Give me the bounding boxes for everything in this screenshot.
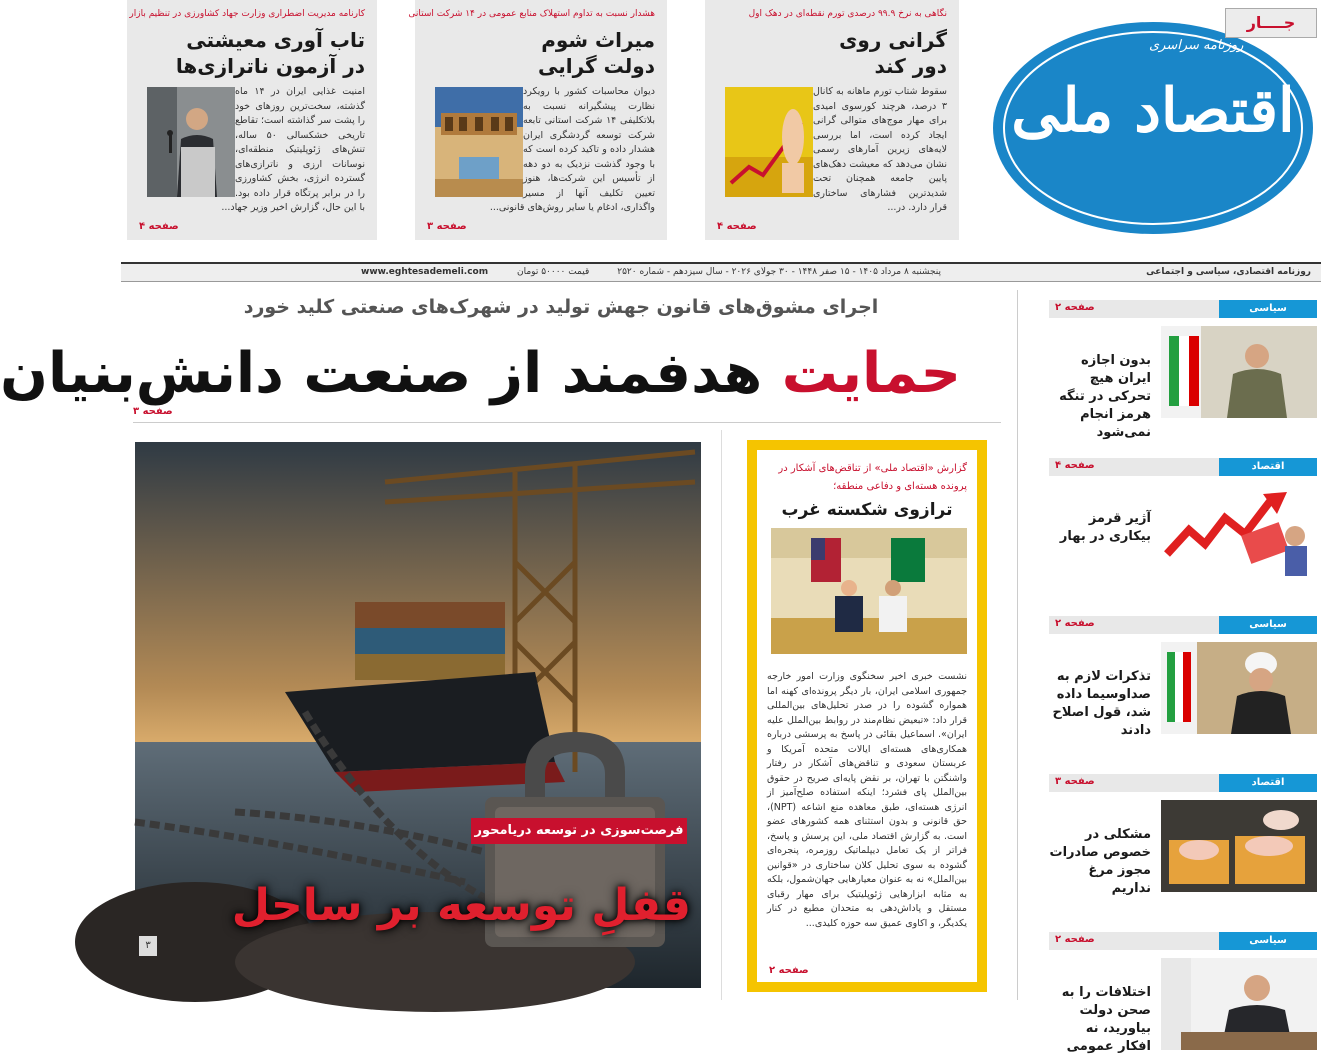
section-page-ref[interactable]: صفحه ۴ <box>1055 460 1095 471</box>
sidebar-photo-cleric <box>1161 642 1317 734</box>
boxed-page-ref[interactable]: صفحه ۲ <box>769 965 809 976</box>
sidebar-item[interactable] <box>1049 484 1317 586</box>
sidebar-item-title: بدون اجازه ایران هیچ تحرکی در تنگه هرمز انجام نمی‌شود <box>1059 353 1151 440</box>
teaser-title-line: در آزمون ناترازی‌ها <box>175 54 365 78</box>
sidebar-item-title: آژیر قرمز بیکاری در بهار <box>1059 511 1151 544</box>
sidebar-section-bar <box>1049 300 1317 318</box>
section-tag[interactable]: اقتصاد <box>1219 458 1317 476</box>
sidebar-item-title: اختلافات را به صحن دولت بیاورید، نه افکار عمومی <box>1061 985 1151 1054</box>
sidebar-item[interactable] <box>1049 958 1317 1060</box>
sidebar <box>1049 300 1317 1060</box>
sidebar-item[interactable] <box>1049 326 1317 440</box>
headline-page-ref[interactable]: صفحه ۳ <box>133 406 173 417</box>
teaser-kicker: نگاهی به نرخ ۹۹.۹ درصدی تورم نقطه‌ای در دهک اول <box>748 9 947 19</box>
teaser-body <box>717 85 947 216</box>
teaser-title <box>427 27 655 79</box>
masthead-name: اقتصاد ملی <box>1011 76 1295 146</box>
teaser-page-ref[interactable]: صفحه ۴ <box>139 221 179 232</box>
sidebar-section-bar <box>1049 932 1317 950</box>
boxed-story[interactable] <box>747 440 987 992</box>
boxed-body: نشست خبری اخیر سخنگوی وزارت امور خارجه جمهوری اسلامی ایران، بار دیگر پرونده‌ای کهنه اما همواره گشوده را در صدر تحلیل‌های بین‌المللی قرار داد: «تبعیض نظام‌مند در روابط بین‌الملل علیه ایران». اسماعیل بقائی در پاسخ به پرسشی درباره همکاری‌های هسته‌ای ایالات متحده آمریکا و عربستان سعودی و تناقض‌های آشکار در رفتار واشنگتن با تهران، بر نقض پایه‌ای صریح در حقوق بین‌الملل پای فشرد؛ اینکه استفاده صلح‌آمیز از انرژی هسته‌ای، طبق معاهده منع اشاعه (NPT)، حق قانونی و بدون استثنای همه کشورهای عضو است. به گزارش اقتصاد ملی، این پرسش و پاسخ، فراتر از یک تعامل دیپلماتیک روزمره، پنجره‌ای گشوده به سوی تحلیل کلان ساختاری در «قوانین بین‌الملل» نه به عنوان معیارهایی جهان‌شمول، بلکه به مثابه ابزارهایی ژئوپلیتیک برای مهار رقبای مستقل و پاداش‌دهی به متحدان مطیع در کنار یکدیگر، و اکاوی عمیق سه حوزه کلیدی... <box>767 671 967 929</box>
teaser-body-text: سقوط شتاب تورم ماهانه به کانال ۳ درصد، هرچند کورسوی امیدی برای مهار موج‌های متوالی گرانی ایجاد کرده است، اما بررسی لایه‌های زیرین آمارهای رسمی نشان می‌دهد که معیشت دهک‌های پایین جامعه همچنان تحت شدیدترین فشارهای ساختاری قرار دارد. در... <box>813 86 947 213</box>
sidebar-item-title: مشکلی در خصوص صادرات مجوز مرغ نداریم <box>1049 827 1151 896</box>
sidebar-section-bar <box>1049 774 1317 792</box>
sidebar-item[interactable] <box>1049 642 1317 744</box>
boxed-kicker-line: گزارش «اقتصاد ملی» از تناقض‌های آشکار در <box>778 463 967 474</box>
issue-date: پنجشنبه ۸ مرداد ۱۴۰۵ - ۱۵ صفر ۱۴۴۸ - ۳۰ جولای ۲۰۲۶ - سال سیزدهم - شماره ۲۵۲۰ <box>617 267 941 277</box>
teaser-title-line: دور کند <box>874 54 947 78</box>
teaser-title-line: گرانی روی <box>839 28 947 52</box>
headline-red-word: حمایت <box>781 341 961 406</box>
section-page-ref[interactable]: صفحه ۲ <box>1055 618 1095 629</box>
section-tag[interactable]: سیاسی <box>1219 300 1317 318</box>
sidebar-photo-official <box>1161 958 1317 1050</box>
teaser-photo-building <box>435 87 523 197</box>
sidebar-section-bar <box>1049 458 1317 476</box>
sidebar-photo-general <box>1161 326 1317 418</box>
issue-info-bar <box>121 262 1321 282</box>
sidebar-item[interactable] <box>1049 800 1317 902</box>
boxed-kicker-line: پرونده هسته‌ای و دفاعی منطقه؛ <box>833 481 967 492</box>
teaser-body <box>427 85 655 216</box>
teaser-page-ref[interactable]: صفحه ۳ <box>427 221 467 232</box>
paper-type: روزنامه اقتصادی، سیاسی و اجتماعی <box>1146 267 1311 277</box>
teaser-title-line: میراث شوم <box>541 28 655 52</box>
photo-page-badge: ۳ <box>139 936 157 956</box>
main-subheadline: اجرای مشوق‌های قانون جهش تولید در شهرک‌های صنعتی کلید خورد <box>243 296 879 318</box>
teaser-kicker: هشدار نسبت به تداوم استهلاک منابع عمومی در ۱۴ شرکت استانی <box>408 9 655 19</box>
section-page-ref[interactable]: صفحه ۲ <box>1055 934 1095 945</box>
teaser-title <box>139 27 365 79</box>
masthead-logo[interactable] <box>989 4 1317 244</box>
teaser-food-security[interactable] <box>127 0 377 240</box>
boxed-photo-meeting <box>771 528 967 654</box>
section-page-ref[interactable]: صفحه ۲ <box>1055 302 1095 313</box>
teaser-photo-minister <box>147 87 235 197</box>
boxed-title: ترازوی شکسته غرب <box>781 500 953 520</box>
teaser-page-ref[interactable]: صفحه ۴ <box>717 221 757 232</box>
headline-rest: هدفمند از صنعت دانش‌بنیان <box>0 341 782 406</box>
boxed-kicker <box>767 460 967 496</box>
photo-overlay-title[interactable]: قفلِ توسعه بر ساحل <box>231 880 691 931</box>
section-tag[interactable]: اقتصاد <box>1219 774 1317 792</box>
teaser-statism[interactable] <box>408 0 667 240</box>
teaser-inflation[interactable] <box>705 0 959 240</box>
sidebar-section-bar <box>1049 616 1317 634</box>
sidebar-photo-chicken <box>1161 800 1317 892</box>
photo-banner-label: فرصت‌سوزی در توسعه دریامحور <box>471 818 687 844</box>
column-divider <box>721 430 722 1000</box>
divider <box>133 422 1001 423</box>
issue-price: قیمت ۵۰۰۰۰ تومان <box>517 267 590 277</box>
teaser-body <box>139 85 365 216</box>
teaser-title <box>717 27 947 79</box>
teaser-body-text: امنیت غذایی ایران در ۱۴ ماه گذشته، سخت‌ترین روزهای خود را پشت سر گذاشته است؛ تقاطع تاریخی خشکسالی ۵۰ ساله، تنش‌های ژئوپلیتیک منطقه‌ای، نوسانات ارزی و ناترازی‌های گسترده انرژی، بخش کشاورزی را در برابر پرتگاه قرار داده بود. با این حال، گزارش اخیر وزیر جهاد... <box>221 86 365 213</box>
section-page-ref[interactable]: صفحه ۳ <box>1055 776 1095 787</box>
teaser-title-line: دولت گرایی <box>537 54 655 78</box>
section-tag[interactable]: سیاسی <box>1219 932 1317 950</box>
sidebar-divider <box>1017 290 1018 1000</box>
teaser-title-line: تاب آوری معیشتی <box>186 28 365 52</box>
masthead-ribbon: جــــار <box>1225 8 1317 38</box>
teaser-body-text: دیوان محاسبات کشور با رویکرد نظارت پیشگیرانه نسبت به بلاتکلیفی ۱۴ شرکت استانی تابعه شرکت توسعه گردشگری ایران هشدار داده و تاکید کرده است که با وجود گذشت نزدیک به دو دهه از تأسیس این شرکت‌ها، هنوز تعیین تکلیف آنها از مسیر واگذاری، ادغام یا سایر روش‌های قانونی... <box>489 86 655 213</box>
website-link[interactable]: www.eghtesademeli.com <box>361 267 489 277</box>
sidebar-photo-unemployment <box>1161 484 1317 576</box>
masthead-tagline: روزنامه سراسری <box>1149 38 1244 53</box>
section-tag[interactable]: سیاسی <box>1219 616 1317 634</box>
teaser-kicker: کارنامه مدیریت اضطراری وزارت جهاد کشاورزی در تنظیم بازار <box>129 9 365 19</box>
teaser-photo-inflation <box>725 87 813 197</box>
sidebar-item-title: تذکرات لازم به صداوسیما داده شد، قول اصلاح دادند <box>1052 669 1151 738</box>
